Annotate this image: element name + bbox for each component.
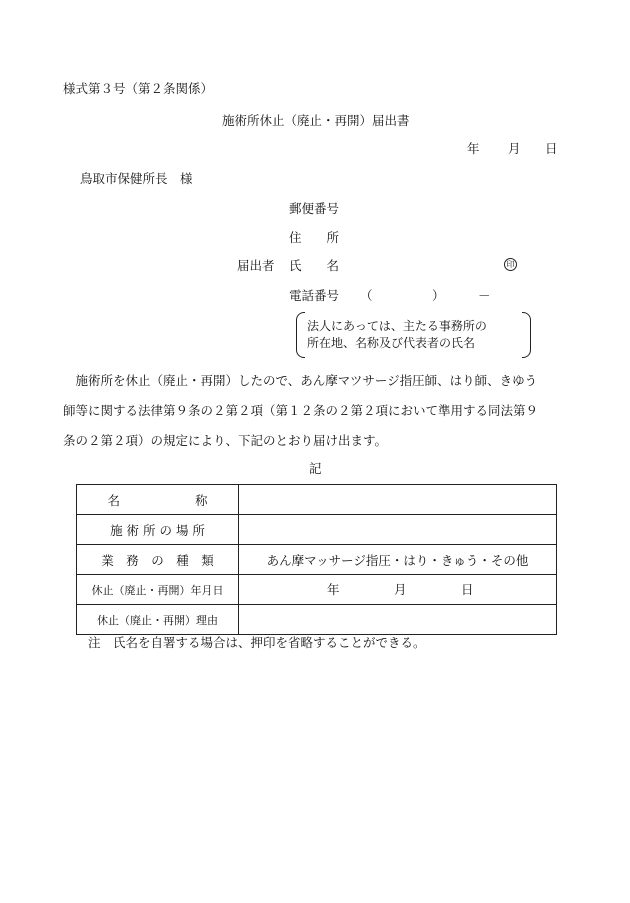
row-label-reason: 休止（廃止・再開）理由 (77, 605, 239, 635)
addressee: 鳥取市保健所長 様 (80, 171, 193, 186)
date-year: 年 (467, 141, 480, 156)
name-label: 氏 名 (289, 258, 340, 273)
phone-open-paren: （ (360, 288, 373, 303)
table-row (77, 485, 557, 515)
corp-note-bracket-left (296, 312, 305, 358)
date-field-month: 月 (394, 582, 407, 597)
table-row (77, 575, 557, 605)
table-row (77, 515, 557, 545)
row-value-date[interactable] (239, 575, 557, 605)
form-title: 施術所休止（廃止・再開）届出書 (222, 113, 410, 128)
row-label-name: 名 称 (77, 485, 239, 515)
body-line-3: 条の２第２項）の規定により、下記のとおり届け出ます。 (63, 433, 388, 448)
date-field-day: 日 (461, 582, 474, 597)
corp-note-line2: 所在地、名称及び代表者の氏名 (307, 336, 476, 350)
form-number: 様式第３号（第２条関係） (63, 81, 214, 96)
date-field-year: 年 (327, 582, 340, 597)
row-value-business-type[interactable]: あん摩マッサージ指圧・はり・きゅう・その他 (239, 545, 557, 575)
corp-note-bracket-right (522, 312, 531, 358)
table-row (77, 605, 557, 635)
body-line-2: 師等に関する法律第９条の２第２項（第１２条の２第２項において準用する同法第９ (63, 403, 539, 418)
row-label-location: 施 術 所 の 場 所 (77, 515, 239, 545)
applicant-role-label: 届出者 (237, 258, 275, 273)
date-day: 日 (545, 141, 558, 156)
row-value-name[interactable] (239, 485, 557, 515)
footnote: 注 氏名を自署する場合は、押印を省略することができる。 (88, 635, 426, 650)
ki-heading: 記 (309, 461, 322, 476)
row-value-reason[interactable] (239, 605, 557, 635)
row-label-business-type: 業 務 の 種 類 (77, 545, 239, 575)
row-value-location[interactable] (239, 515, 557, 545)
notification-table (76, 484, 557, 635)
seal-icon: 印 (504, 258, 517, 271)
date-month: 月 (508, 141, 521, 156)
postal-label: 郵便番号 (289, 201, 340, 216)
body-line-1: 施術所を休止（廃止・再開）したので、あん摩マツサージ指圧師、はり師、きゆう (63, 373, 538, 388)
table-row (77, 545, 557, 575)
corp-note-line1: 法人にあっては、主たる事務所の (307, 319, 487, 333)
row-label-date: 休止（廃止・再開）年月日 (77, 575, 239, 605)
phone-label: 電話番号 (289, 288, 340, 303)
phone-close-paren: ） (432, 288, 445, 303)
phone-dash: － (478, 288, 491, 303)
address-label: 住 所 (289, 230, 340, 245)
